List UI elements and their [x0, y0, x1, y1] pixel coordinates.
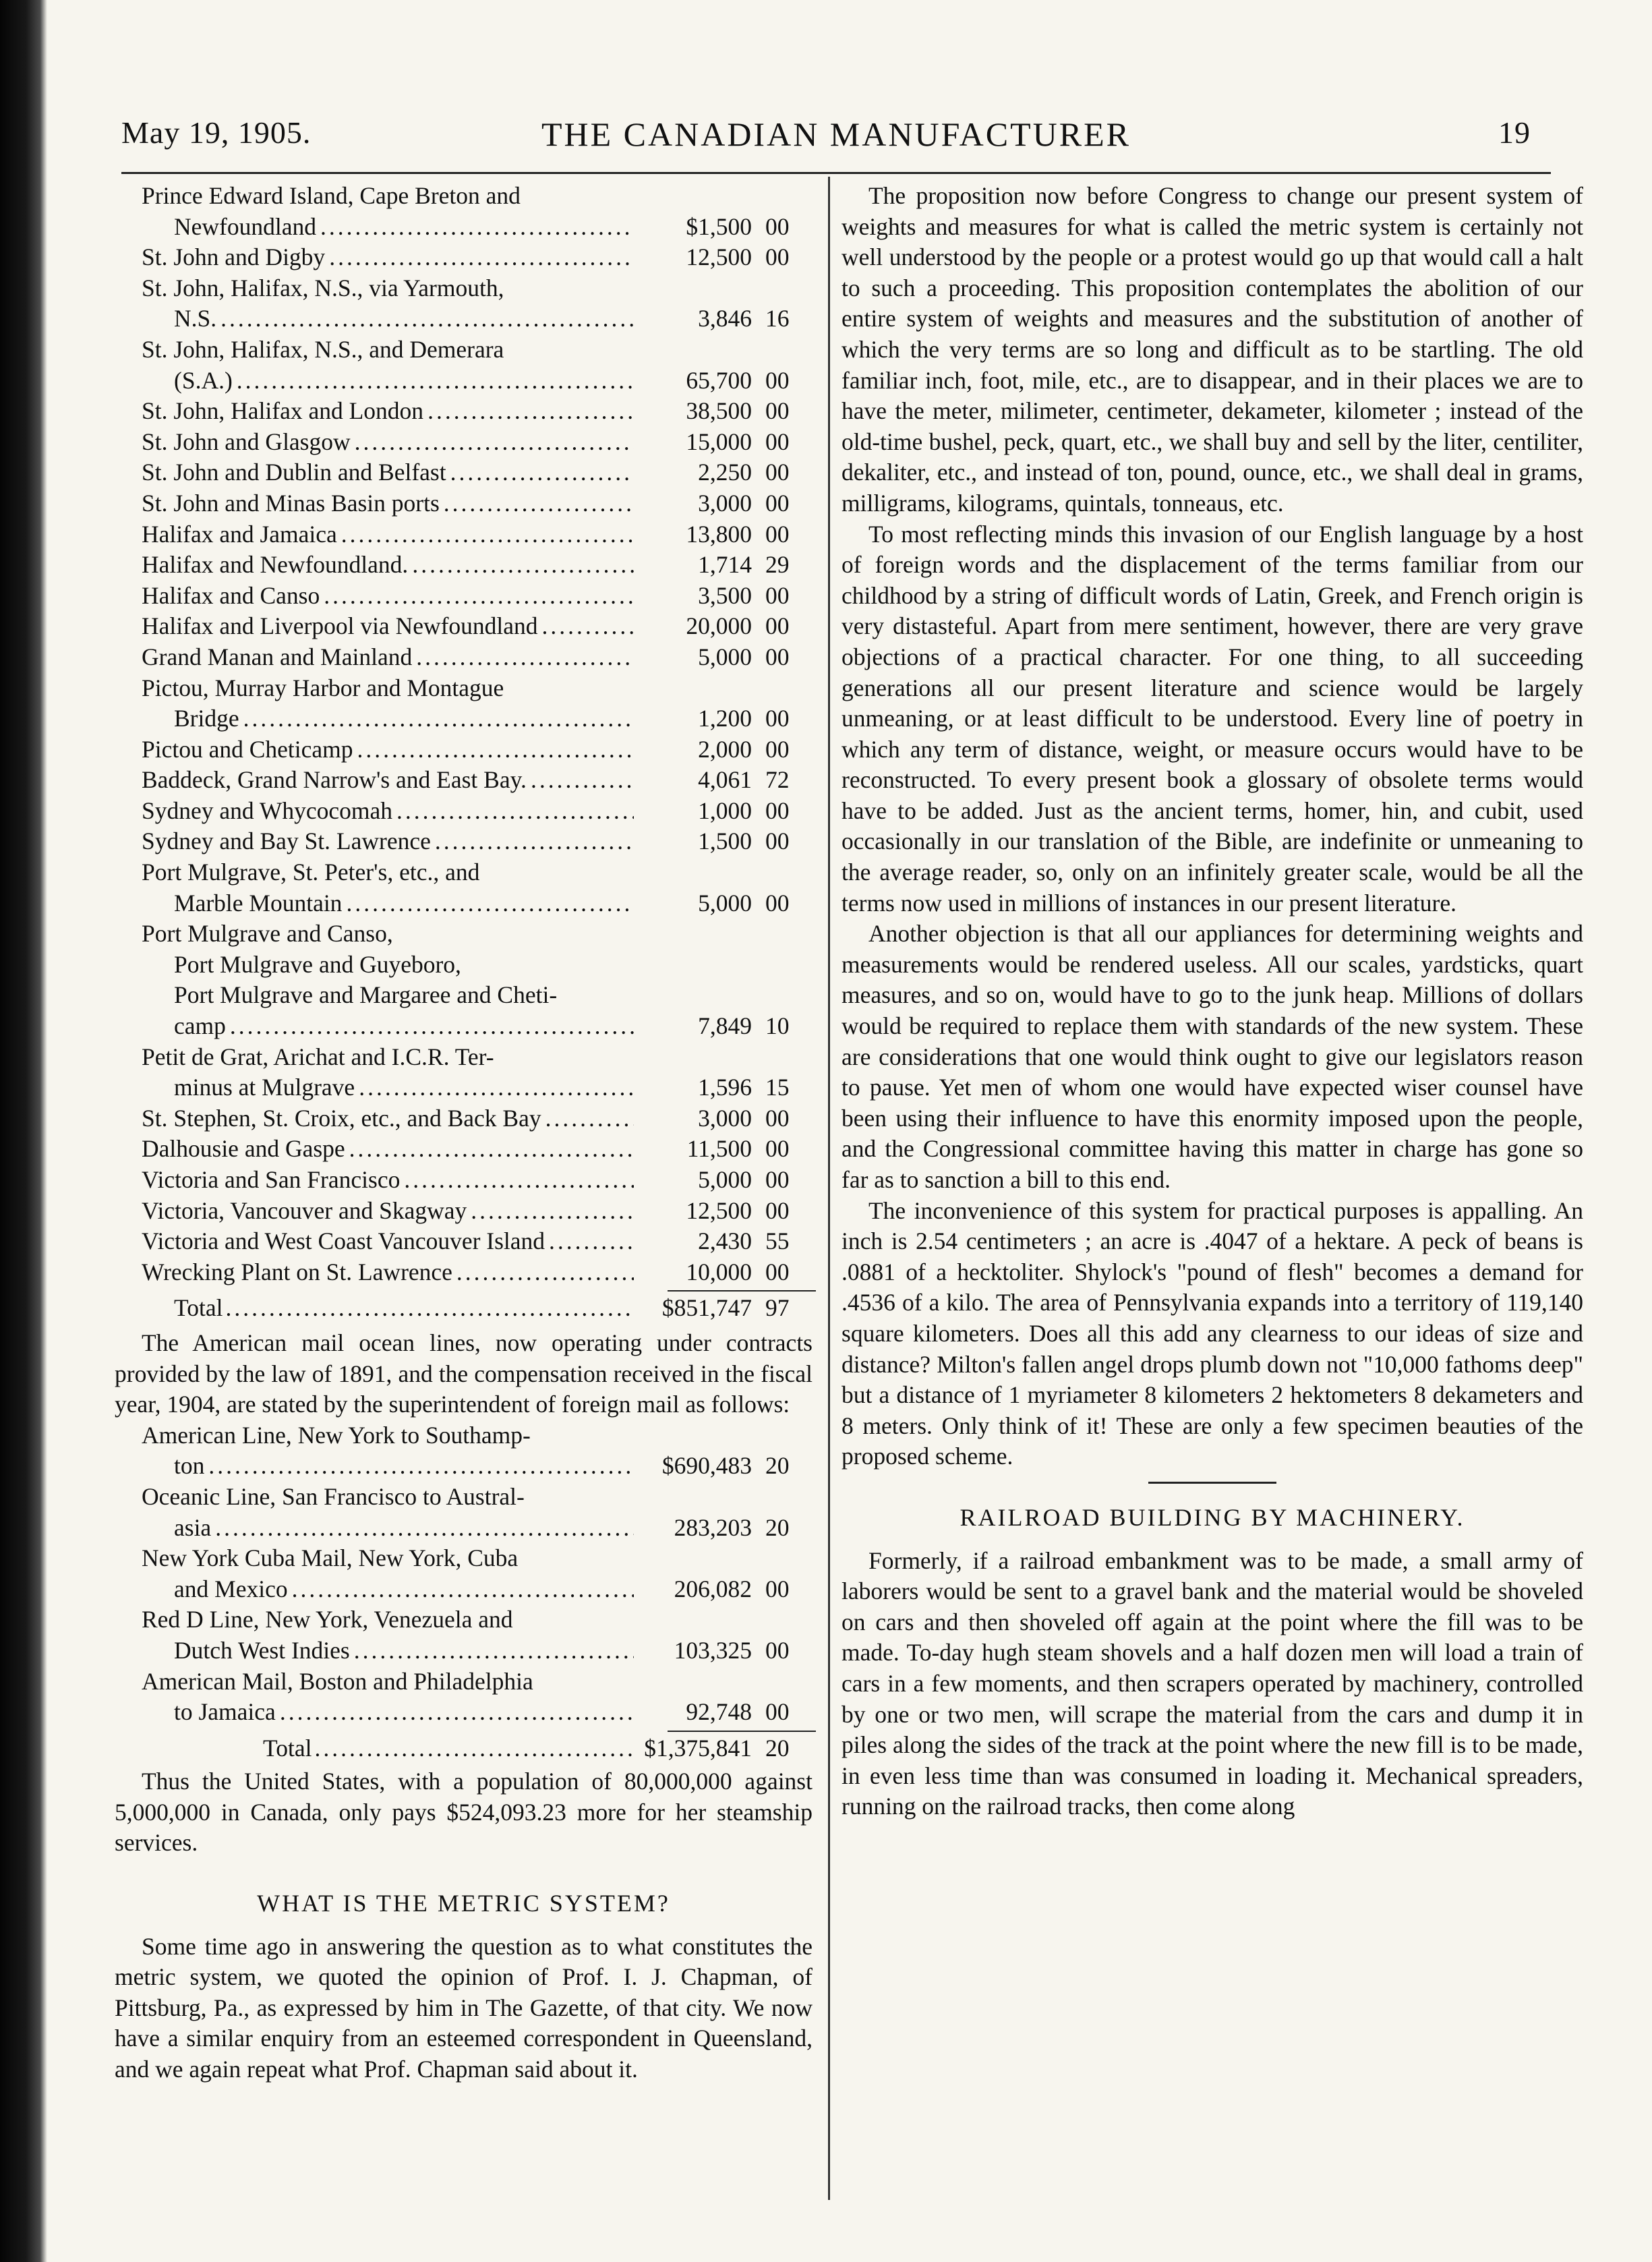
metric-paragraph-4: The inconvenience of this system for practical purposes is appalling. An inch is 2.54 centimeters ; an acre is .4047 of a hektare. A peck of beans is .0881 of a hecktoliter. Shylock's "pound of flesh" becomes a demand for .4536 of a kilo. The area of Pennsylvania expands into a territory of 119,140 square kilometers. Does all this add any clearness to our ideas of size and distance? Milton's fallen angel drops plumb down not "10,000 fathoms deep" but a distance of 1 myriameter 8 kilometers 2 hektometers 8 dekameters and 8 meters. Only think of it! These are only a few specimen beauties of the proposed scheme.: [842, 1196, 1583, 1470]
ledger-cents: 55: [765, 1227, 790, 1255]
ledger-route: St. John and Minas Basin ports .....: [115, 488, 634, 519]
railroad-heading: RAILROAD BUILDING BY MACHINERY.: [960, 1503, 1465, 1531]
total-label: Total .....: [115, 1293, 634, 1324]
ledger-entry-line: New York Cuba Mail, New York, Cuba: [142, 1544, 519, 1572]
ledger-row: [115, 1697, 813, 1728]
ledger-cents: 00: [765, 643, 790, 670]
ledger-amount: 206,082: [674, 1575, 752, 1602]
ledger-amount: 1,714: [698, 551, 752, 579]
ledger-route: St. John and Glasgow .....: [115, 427, 634, 458]
ledger-cents: 00: [765, 1636, 790, 1664]
total-rule: [668, 1290, 816, 1292]
ledger-amount: 65,700: [686, 366, 752, 394]
ledger-row: [115, 427, 813, 458]
ledger-route: Wrecking Plant on St. Lawrence .....: [115, 1257, 634, 1288]
ledger-cents: 00: [765, 243, 790, 271]
ledger-row: [115, 581, 813, 612]
ledger-row: [115, 1196, 813, 1227]
american-intro-paragraph: The American mail ocean lines, now operating under contracts provided by the law of 1891, and the compensation received in the fiscal year, 1904, are stated by the superintendent of foreign mail as follows:: [115, 1329, 813, 1418]
ledger-row: [115, 1257, 813, 1288]
ledger-cents: 00: [765, 1698, 790, 1726]
ledger-cents: 00: [765, 612, 790, 640]
ledger-cents: 00: [765, 489, 790, 517]
ledger-amount: 3,000: [698, 1104, 752, 1132]
ledger-cents: 10: [765, 1012, 790, 1040]
ledger-entry-line: Port Mulgrave and Guyeboro,: [174, 950, 461, 978]
comparison-paragraph: Thus the United States, with a population of 80,000,000 against 5,000,000 in Canada, only pays $524,093.23 more for her steamship services.: [115, 1768, 813, 1857]
ledger-amount: 7,849: [698, 1012, 752, 1040]
ledger-cents: 00: [765, 459, 790, 486]
american-total-row: [115, 1733, 813, 1764]
ledger-route: Sydney and Bay St. Lawrence .....: [115, 826, 634, 857]
ledger-entry-line: Petit de Grat, Arichat and I.C.R. Ter-: [142, 1043, 494, 1070]
ledger-amount: 4,061: [698, 766, 752, 794]
total-amount: $1,375,841: [644, 1734, 752, 1762]
ledger-amount: 5,000: [698, 889, 752, 917]
ledger-row: [115, 888, 813, 919]
ledger-row: [115, 1451, 813, 1482]
ledger-amount: 2,430: [698, 1227, 752, 1255]
ledger-route: (S.A.) .....: [115, 366, 634, 397]
ledger-amount: 1,500: [698, 828, 752, 855]
ledger-row: [115, 796, 813, 827]
ledger-row: [115, 1574, 813, 1605]
ledger-entry-line: American Mail, Boston and Philadelphia: [142, 1667, 533, 1695]
ledger-route: N.S. .....: [115, 303, 634, 335]
ledger-amount: 12,500: [686, 1196, 752, 1224]
ledger-row: [115, 1165, 813, 1196]
ledger-amount: 11,500: [686, 1135, 752, 1163]
left-column: [115, 181, 813, 2085]
ledger-row: [115, 366, 813, 397]
column-divider: [828, 177, 830, 2200]
ledger-cents: 15: [765, 1074, 790, 1101]
issue-date: May 19, 1905.: [121, 115, 312, 150]
ledger-cents: 00: [765, 735, 790, 763]
binding-edge: [0, 0, 47, 2262]
ledger-route: St. John and Digby .....: [115, 242, 634, 273]
ledger-entry-line: Oceanic Line, San Francisco to Austral-: [142, 1482, 525, 1510]
total-cents: 97: [765, 1294, 790, 1322]
ledger-amount: 5,000: [698, 1166, 752, 1193]
subsidy-ledger: [115, 181, 813, 1287]
ledger-cents: 00: [765, 520, 790, 548]
ledger-route: ton .....: [115, 1451, 634, 1482]
ledger-row: [115, 1072, 813, 1103]
ledger-amount: 1,000: [698, 796, 752, 824]
ledger-row: [115, 457, 813, 488]
ledger-route: St. John, Halifax and London .....: [115, 396, 634, 427]
ledger-cents: 00: [765, 796, 790, 824]
ledger-route: Dalhousie and Gaspe .....: [115, 1134, 634, 1165]
metric-paragraph-1: The proposition now before Congress to change our present system of weights and measures for what is called the metric system is certainly not well understood by the people or a protest would go up that would call a halt to such a proceeding. This proposition contemplates the abolition of our entire system of weights and measures and the substitution of another of which the very terms are so long and difficult as to be startling. The old familiar inch, foot, mile, etc., are to disappear, and in their places we are to have the meter, milimeter, centimeter, dekameter, kilometer ; instead of the old-time bushel, peck, quart, etc., we shall buy and sell by the liter, centiliter, dekaliter, etc., and instead of ton, pound, ounce, etc., we shall deal in grams, milligrams, kilograms, quintals, tonneaus, etc.: [842, 182, 1583, 517]
ledger-cents: 00: [765, 212, 790, 240]
ledger-route: Victoria and San Francisco .....: [115, 1165, 634, 1196]
ledger-entry-line: Prince Edward Island, Cape Breton and: [142, 182, 521, 209]
ledger-entry-line: Port Mulgrave and Margaree and Cheti-: [174, 981, 558, 1009]
ledger-amount: 10,000: [686, 1258, 752, 1285]
ledger-route: Victoria, Vancouver and Skagway .....: [115, 1196, 634, 1227]
ledger-route: and Mexico .....: [115, 1574, 634, 1605]
ledger-entry-line: American Line, New York to Southamp-: [142, 1421, 531, 1449]
ledger-amount: 20,000: [686, 612, 752, 640]
ledger-route: Pictou and Cheticamp .....: [115, 734, 634, 765]
ledger-row: [115, 212, 813, 243]
ledger-cents: 00: [765, 1196, 790, 1224]
total-label: Total .....: [115, 1733, 634, 1764]
ledger-route: Bridge .....: [115, 703, 634, 734]
ledger-row: [115, 611, 813, 642]
ledger-cents: 00: [765, 828, 790, 855]
metric-paragraph-3: Another objection is that all our appliances for determining weights and measurements would be rendered useless. All our scales, yardsticks, quart measures, and so on, would have to go to the junk heap. Millions of dollars would be required to replace them with standards of the new system. These are considerations that one would think ought to give our legislators reason to pause. Yet men of whom one would have expected wiser counsel have been using their influence to have this enormity imposed upon the people, and the Congressional committee having this matter in charge has gone so far as to sanction a bill to this end.: [842, 920, 1583, 1193]
ledger-route: St. Stephen, St. Croix, etc., and Back Bay .....: [115, 1103, 634, 1134]
ledger-route: Victoria and West Coast Vancouver Island .....: [115, 1226, 634, 1257]
ledger-row: [115, 519, 813, 550]
ledger-row: [115, 1011, 813, 1042]
ledger-amount: 283,203: [674, 1513, 752, 1541]
ledger-row: [115, 826, 813, 857]
ledger-cents: 16: [765, 305, 790, 332]
ledger-cents: 00: [765, 366, 790, 394]
ledger-row: [115, 1226, 813, 1257]
ledger-amount: 103,325: [674, 1636, 752, 1664]
ledger-route: camp .....: [115, 1011, 634, 1042]
ledger-row: [115, 396, 813, 427]
ledger-row: [115, 1134, 813, 1165]
ledger-amount: 3,000: [698, 489, 752, 517]
ledger-amount: $1,500: [686, 212, 752, 240]
ledger-cents: 20: [765, 1452, 790, 1480]
header-rule: [121, 172, 1551, 174]
ledger-cents: 00: [765, 705, 790, 732]
section-rule: [1148, 1482, 1276, 1484]
ledger-row: [115, 765, 813, 796]
ledger-route: minus at Mulgrave .....: [115, 1072, 634, 1103]
ledger-row: [115, 303, 813, 335]
ledger-route: asia .....: [115, 1513, 634, 1544]
ledger-row: [115, 488, 813, 519]
ledger-entry-line: Pictou, Murray Harbor and Montague: [142, 674, 504, 701]
ledger-cents: 00: [765, 1575, 790, 1602]
ledger-amount: 38,500: [686, 397, 752, 425]
page-header: [121, 108, 1551, 155]
ledger-cents: 72: [765, 766, 790, 794]
ledger-route: St. John and Dublin and Belfast .....: [115, 457, 634, 488]
ledger-entry-line: St. John, Halifax, N.S., via Yarmouth,: [142, 274, 504, 301]
metric-intro-paragraph: Some time ago in answering the question as to what constitutes the metric system, we quoted the opinion of Prof. I. J. Chapman, of Pittsburg, Pa., as expressed by him in The Gazette, of that city. We now have a similar enquiry from an esteemed correspondent in Queensland, and we again repeat what Prof. Chapman said about it.: [115, 1932, 813, 2083]
ledger-route: to Jamaica .....: [115, 1697, 634, 1728]
ledger-cents: 00: [765, 1104, 790, 1132]
american-ledger: [115, 1420, 813, 1728]
ledger-cents: 00: [765, 1166, 790, 1193]
ledger-amount: 1,596: [698, 1074, 752, 1101]
ledger-row: [115, 1635, 813, 1666]
ledger-route: Newfoundland .....: [115, 212, 634, 243]
ledger-route: Grand Manan and Mainland .....: [115, 642, 634, 673]
page-number: 19: [1498, 115, 1531, 150]
ledger-cents: 00: [765, 397, 790, 425]
ledger-amount: 15,000: [686, 428, 752, 455]
ledger-entry-line: St. John, Halifax, N.S., and Demerara: [142, 335, 504, 363]
ledger-row: [115, 1513, 813, 1544]
ledger-amount: 92,748: [686, 1698, 752, 1726]
ledger-route: Halifax and Jamaica .....: [115, 519, 634, 550]
ledger-cents: 20: [765, 1513, 790, 1541]
total-cents: 20: [765, 1734, 790, 1762]
ledger-row: [115, 642, 813, 673]
ledger-amount: 3,846: [698, 305, 752, 332]
ledger-entry-line: Port Mulgrave, St. Peter's, etc., and: [142, 859, 480, 886]
ledger-route: Sydney and Whycocomah .....: [115, 796, 634, 827]
ledger-entry-line: Red D Line, New York, Venezuela and: [142, 1606, 513, 1633]
total-amount: $851,747: [661, 1294, 752, 1322]
ledger-amount: 2,000: [698, 735, 752, 763]
ledger-amount: 5,000: [698, 643, 752, 670]
ledger-route: Halifax and Canso .....: [115, 581, 634, 612]
ledger-cents: 00: [765, 1258, 790, 1285]
ledger-row: [115, 734, 813, 765]
ledger-cents: 00: [765, 428, 790, 455]
ledger-row: [115, 550, 813, 581]
metric-paragraph-2: To most reflecting minds this invasion of our English language by a host of foreign words and the displacement of the terms familiar from our childhood by a string of difficult words of Latin, Greek, and French origin is very distasteful. Apart from mere sentiment, however, there are very grave objections of a practical character. For one thing, to all succeeding generations all our present literature and science would be largely unmeaning, or at least difficult to be understood. Every line of poetry in which any term of distance, weight, or measure occurs would have to be reconstructed. To every present book a glossary of obsolete terms would have to be added. Just as the ancient terms, homer, hin, and cubit, used occasionally in our translation of the Bible, are indefinite or unmeaning to the average reader, so, only on an infinitely greater scale, would be all the terms now used in millions of instances in our present literature.: [842, 520, 1583, 917]
subsidy-total-row: [115, 1293, 813, 1324]
ledger-amount: 3,500: [698, 581, 752, 609]
ledger-cents: 29: [765, 551, 790, 579]
railroad-paragraph: Formerly, if a railroad embankment was to be made, a small army of laborers would be sent to a gravel bank and the material would be shoveled on cars and then shoveled off again at the point where the fill was to be made. To-day hugh steam shovels and a half dozen men will load a train of cars in a few moments, and then scrapers operated by machinery, controlled by one or two men, will scrape the material from the cars and dump it in piles along the sides of the track at the point where the new fill is to be made, in even less time than was consumed in loading it. Mechanical spreaders, running on the railroad tracks, then come along: [842, 1546, 1583, 1820]
right-column: [842, 181, 1583, 1822]
ledger-route: Halifax and Newfoundland. .....: [115, 550, 634, 581]
ledger-cents: 00: [765, 1135, 790, 1163]
publication-title: THE CANADIAN MANUFACTURER: [541, 115, 1131, 153]
ledger-row: [115, 703, 813, 734]
ledger-amount: 13,800: [686, 520, 752, 548]
metric-heading: WHAT IS THE METRIC SYSTEM?: [257, 1890, 670, 1917]
ledger-amount: 12,500: [686, 243, 752, 271]
ledger-cents: 00: [765, 889, 790, 917]
ledger-row: [115, 1103, 813, 1134]
ledger-amount: 2,250: [698, 459, 752, 486]
ledger-route: Dutch West Indies .....: [115, 1635, 634, 1666]
ledger-cents: 00: [765, 581, 790, 609]
ledger-entry-line: Port Mulgrave and Canso,: [142, 920, 393, 948]
ledger-route: Halifax and Liverpool via Newfoundland .....: [115, 611, 634, 642]
ledger-amount: $690,483: [661, 1452, 752, 1480]
total-rule: [668, 1731, 816, 1732]
ledger-route: Baddeck, Grand Narrow's and East Bay. .....: [115, 765, 634, 796]
ledger-row: [115, 242, 813, 273]
ledger-route: Marble Mountain .....: [115, 888, 634, 919]
ledger-amount: 1,200: [698, 705, 752, 732]
